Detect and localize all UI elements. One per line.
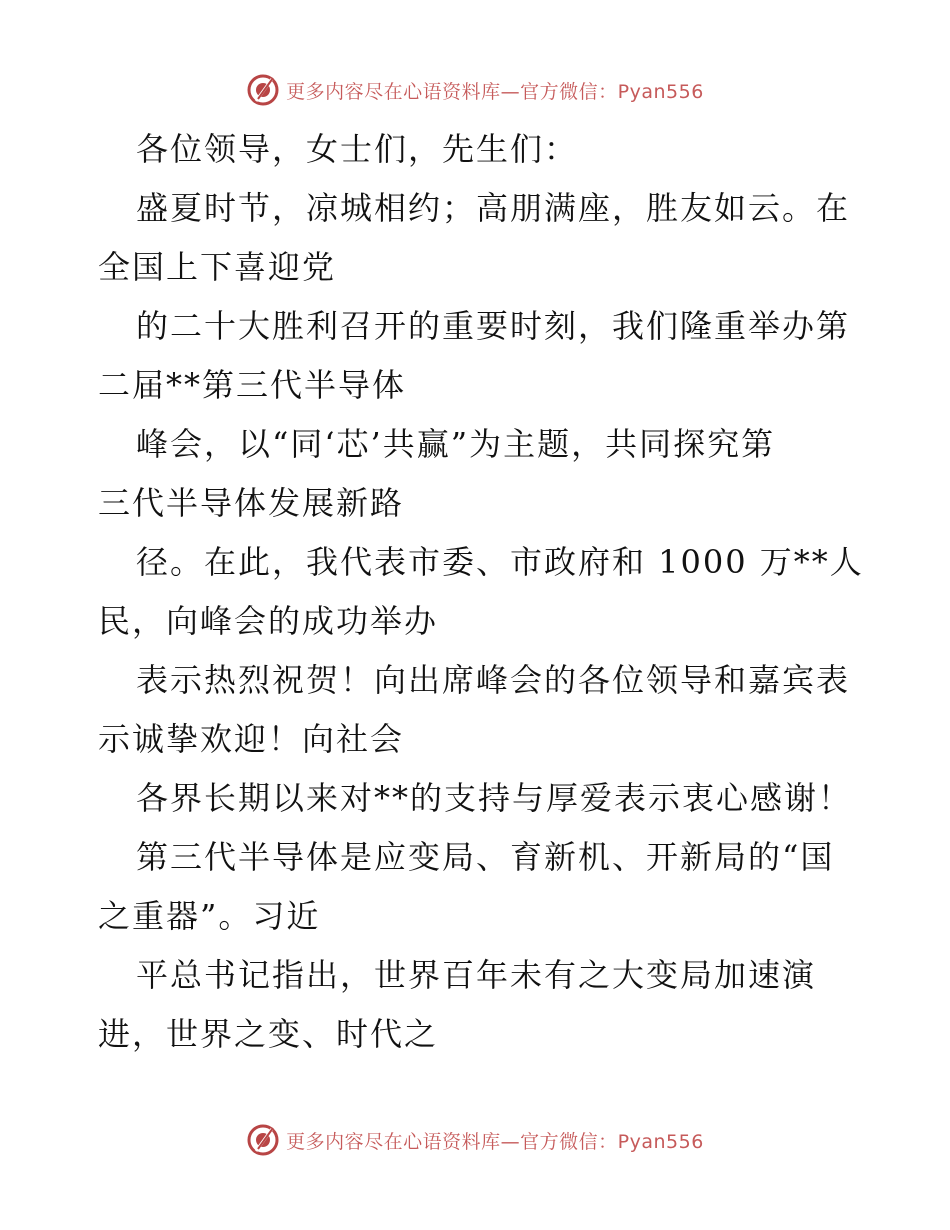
text-line: 径。在此，我代表市委、市政府和 1000 万**人	[136, 543, 864, 581]
header-watermark	[0, 70, 950, 110]
document-body	[98, 120, 864, 1064]
text-line: 盛夏时节，凉城相约；高朋满座，胜友如云。在	[136, 189, 851, 227]
text-line: 之重器”。习近	[98, 897, 321, 935]
text-line: 三代半导体发展新路	[98, 484, 405, 522]
text-line: 的二十大胜利召开的重要时刻，我们隆重举办第	[136, 307, 851, 345]
logo-icon	[246, 73, 280, 107]
text-line: 峰会，以“同‘芯’共赢”为主题，共同探究第	[136, 425, 776, 463]
logo-icon	[246, 1123, 280, 1157]
text-line: 平总书记指出，世界百年未有之大变局加速演	[136, 956, 817, 994]
footer-watermark	[0, 1120, 950, 1160]
text-line: 民，向峰会的成功举办	[98, 602, 439, 640]
footer-watermark-text: 更多内容尽在心语资料库—官方微信：Pyan556	[286, 1130, 704, 1153]
text-line: 各位领导，女士们，先生们：	[136, 130, 579, 168]
text-line: 第三代半导体是应变局、育新机、开新局的“国	[136, 838, 835, 876]
text-line: 示诚挚欢迎！向社会	[98, 720, 405, 758]
text-line: 全国上下喜迎党	[98, 248, 337, 286]
text-line: 进，世界之变、时代之	[98, 1015, 439, 1053]
header-watermark-text: 更多内容尽在心语资料库—官方微信：Pyan556	[286, 80, 704, 103]
text-line: 各界长期以来对**的支持与厚爱表示衷心感谢！	[136, 779, 853, 817]
text-line: 表示热烈祝贺！向出席峰会的各位领导和嘉宾表	[136, 661, 851, 699]
text-line: 二届**第三代半导体	[98, 366, 407, 404]
